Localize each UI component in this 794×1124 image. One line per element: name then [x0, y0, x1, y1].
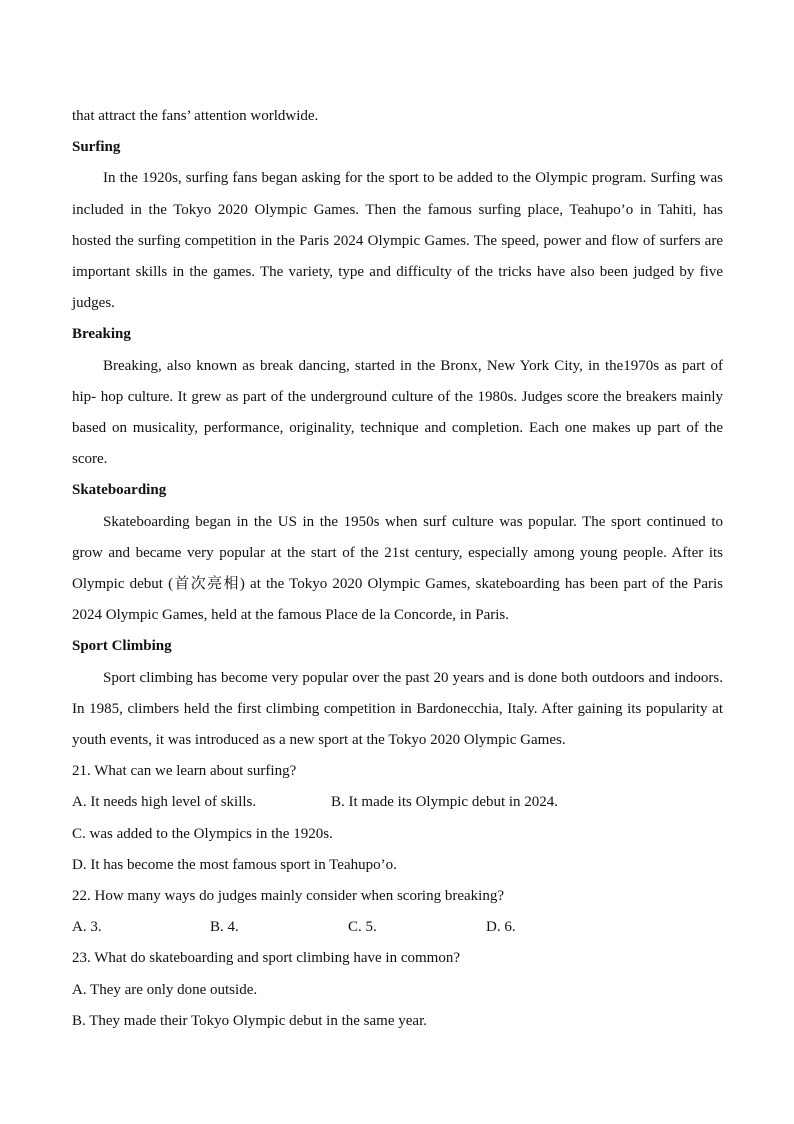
question-21-option-b: B. It made its Olympic debut in 2024. [331, 794, 559, 811]
question-22-stem: 22. How many ways do judges mainly consider when scoring breaking? [72, 887, 504, 904]
section-text-surfing: In the 1920s, surfing fans began asking for the sport to be added to the Olympic program. Surfing was included in the Tokyo 2020 Olympic Games. Then the famous surfing place, Teahupo’o in Tahiti, has hosted the surfing competition in the Paris 2024 Olympic Games. The speed, power and flow of surfers are important skills in the games. The variety, type and difficulty of the tricks have also been judged by five judges. [72, 170, 723, 312]
question-22-option-d: D. 6. [486, 919, 516, 936]
section-text-skateboarding: Skateboarding began in the US in the 1950s when surf culture was popular. The sport continued to grow and became very popular at the start of the 21st century, especially among young people. After its Olympic debut (首次亮相) at the Tokyo 2020 Olympic Games, skateboarding has been part of the Paris 2024 Olympic Games, held at the famous Place de la Concorde, in Paris. [72, 513, 723, 624]
section-heading-breaking: Breaking [72, 326, 131, 343]
question-22-option-b: B. 4. [210, 919, 239, 936]
document-page [72, 101, 723, 1037]
question-21-option-a: A. It needs high level of skills. [72, 794, 257, 811]
intro-tail-text: that attract the fans’ attention worldwide. [72, 108, 319, 124]
section-text-breaking: Breaking, also known as break dancing, started in the Bronx, New York City, in the1970s as part of hip- hop culture. It grew as part of the underground culture of the 1980s. Judges score the breakers mainly based on musicality, performance, originality, technique and completion. Each one makes up part of the score. [72, 357, 723, 468]
section-heading-sport-climbing: Sport Climbing [72, 638, 172, 655]
question-21-option-c: C. was added to the Olympics in the 1920s. [72, 825, 333, 842]
question-21-stem: 21. What can we learn about surfing? [72, 763, 297, 780]
question-23-stem: 23. What do skateboarding and sport climbing have in common? [72, 950, 460, 967]
question-22-options-row [72, 912, 723, 943]
question-23-option-b: B. They made their Tokyo Olympic debut in the same year. [72, 1012, 427, 1029]
section-heading-skateboarding: Skateboarding [72, 482, 167, 499]
question-22-option-a: A. 3. [72, 919, 102, 936]
question-22-option-c: C. 5. [348, 919, 377, 936]
question-21-option-d: D. It has become the most famous sport in Teahupo’o. [72, 856, 397, 873]
question-23-option-a: A. They are only done outside. [72, 981, 258, 998]
question-21-options-row-1 [72, 787, 723, 818]
section-text-sport-climbing: Sport climbing has become very popular over the past 20 years and is done both outdoors and indoors. In 1985, climbers held the first climbing competition in Bardonecchia, Italy. After gaining its popularity at youth events, it was introduced as a new sport at the Tokyo 2020 Olympic Games. [72, 669, 723, 748]
section-heading-surfing: Surfing [72, 139, 121, 156]
